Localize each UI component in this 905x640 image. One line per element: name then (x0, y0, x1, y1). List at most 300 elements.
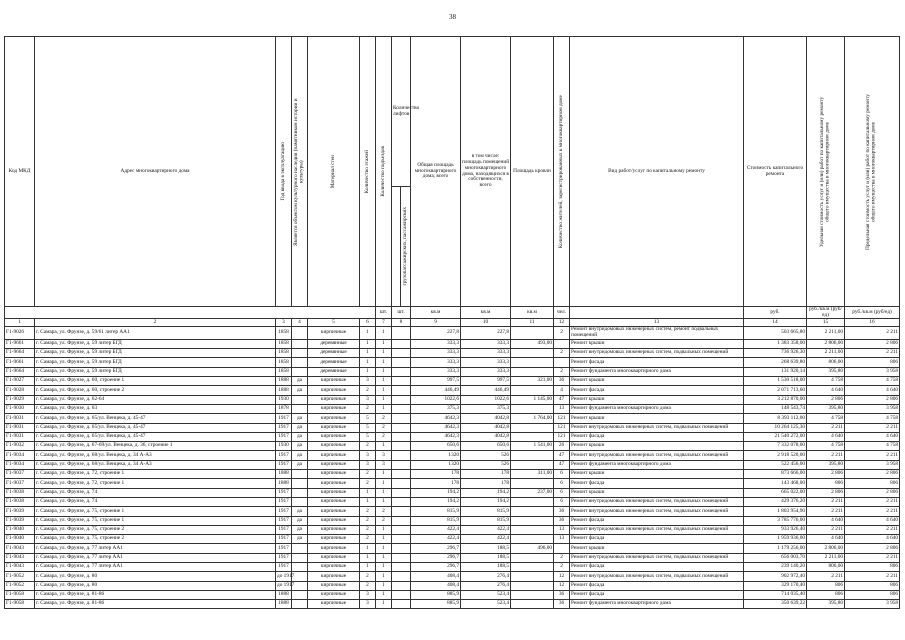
table-row (5, 460, 900, 469)
cell-wall: кирпичные (308, 581, 360, 590)
cell-lift (392, 553, 411, 562)
cell-addr: г. Самара, ул. Фрунзе, д. 67-69/ул. Венцека, д. 36, строение 1 (35, 442, 276, 451)
cell-addr: г. Самара, ул. Фрунзе, д. 59 литер БГД (35, 339, 276, 348)
cell-area: 422,4 (411, 535, 461, 544)
table-row (5, 349, 900, 358)
cell-ent: 3 (376, 460, 392, 469)
cell-unit: 4 758 (807, 414, 845, 423)
cell-cost: 873 666,00 (744, 470, 807, 479)
table-body (5, 327, 900, 609)
cell-ent: 1 (376, 367, 392, 376)
cell-addr: г. Самара, ул. Фрунзе, д. 63 (35, 404, 276, 413)
unit-c12: чел. (554, 307, 570, 319)
cell-unit: 2 211,00 (807, 349, 845, 358)
cell-lift (392, 386, 411, 395)
cell-lim: 2 806 (845, 488, 900, 497)
header-entrances-label: Количество подъездов (379, 146, 386, 197)
cell-lift (392, 395, 411, 404)
cell-code: Г1-9039 (5, 507, 35, 516)
cell-lim: 2 211 (845, 451, 900, 460)
cell-fl: 1 (360, 488, 376, 497)
cell-roof (511, 563, 554, 572)
cell-her: да (292, 442, 308, 451)
cell-cost: 656 003,70 (744, 553, 807, 562)
cell-area: 408,4 (411, 581, 461, 590)
cell-res: 13 (554, 525, 570, 534)
cell-unit: 2 211 (807, 572, 845, 581)
cell-cost: 522 456,00 (744, 460, 807, 469)
column-number: 3 (276, 319, 292, 327)
cell-fl: 3 (360, 395, 376, 404)
cell-her (292, 358, 308, 367)
cell-own: 523,4 (461, 600, 511, 609)
cell-lift (392, 339, 411, 348)
cell-work: Ремонт крыши (570, 339, 744, 348)
cell-lim: 4 758 (845, 377, 900, 386)
cell-lim: 2 211 (845, 553, 900, 562)
cell-cost: 1 959 936,00 (744, 535, 807, 544)
cell-lift (392, 423, 411, 432)
cell-wall: кирпичные (308, 590, 360, 599)
table-row (5, 479, 900, 488)
cell-fl: 2 (360, 581, 376, 590)
cell-res: 13 (554, 404, 570, 413)
cell-own: 375,3 (461, 404, 511, 413)
cell-area: 4642,3 (411, 423, 461, 432)
cell-fl: 1 (360, 367, 376, 376)
column-number: 16 (845, 319, 900, 327)
cell-code: Г1-9058 (5, 600, 35, 609)
cell-addr: г. Самара, ул. Фрунзе, д. 74 (35, 488, 276, 497)
cell-area: 885,9 (411, 600, 461, 609)
cell-year: 1917 (276, 507, 292, 516)
cell-lift (392, 507, 411, 516)
cell-lift (392, 572, 411, 581)
cell-her: да (292, 432, 308, 441)
cell-addr: г. Самара, ул. Фрунзе, д. 65/ул. Венцека, д. 45-47 (35, 432, 276, 441)
cell-cost: 21 540 272,00 (744, 432, 807, 441)
cell-fl: 1 (360, 553, 376, 562)
cell-cost: 1 530 518,00 (744, 377, 807, 386)
cell-lift (392, 414, 411, 423)
cell-addr: г. Самара, ул. Фрунзе, д. 75, строение 2 (35, 525, 276, 534)
cell-unit: 395,80 (807, 600, 845, 609)
cell-work: Ремонт фасада (570, 581, 744, 590)
cell-lim: 2 211 (845, 507, 900, 516)
cell-area: 422,4 (411, 525, 461, 534)
cell-year: 1917 (276, 460, 292, 469)
cell-addr: г. Самара, ул. Фрунзе, д. 68/ул. Венцека, д. 34 А-А3 (35, 451, 276, 460)
page-number: 38 (449, 13, 456, 21)
cell-roof (511, 535, 554, 544)
cell-res: 2 (554, 327, 570, 339)
cell-cost: 2 918 520,00 (744, 451, 807, 460)
cell-lim: 2 211 (845, 423, 900, 432)
cell-res: 36 (554, 590, 570, 599)
table-row (5, 563, 900, 572)
cell-fl: 1 (360, 497, 376, 506)
unit-c16: руб./кв.м (руб/ед) (845, 307, 900, 319)
cell-lim: 2 806 (845, 339, 900, 348)
cell-her (292, 563, 308, 572)
cell-code: Г1-9038 (5, 488, 35, 497)
cell-roof: 493,00 (511, 339, 554, 348)
cell-fl: 5 (360, 414, 376, 423)
cell-wall: кирпичные (308, 479, 360, 488)
cell-cost: 3 212 870,00 (744, 395, 807, 404)
cell-unit: 4 640 (807, 516, 845, 525)
cell-wall: деревянные (308, 349, 360, 358)
cell-fl: 1 (360, 544, 376, 553)
cell-ent: 1 (376, 572, 392, 581)
cell-year: 1917 (276, 544, 292, 553)
cell-ent: 1 (376, 349, 392, 358)
cell-area: 650,6 (411, 442, 461, 451)
cell-roof (511, 423, 554, 432)
header-limit-cost (845, 37, 900, 307)
cell-code: Г1-9661 (5, 339, 35, 348)
column-number: 5 (308, 319, 360, 327)
table-row (5, 600, 900, 609)
cell-fl: 3 (360, 451, 376, 460)
cell-work: Ремонт фундамента многоквартирного дома (570, 367, 744, 376)
cell-unit: 2 211 (807, 507, 845, 516)
cell-res: 12 (554, 581, 570, 590)
cell-area: 194,2 (411, 488, 461, 497)
cell-addr: г. Самара, ул. Фрунзе, д. 60, строение 2 (35, 386, 276, 395)
cell-fl: 1 (360, 327, 376, 339)
table-row (5, 470, 900, 479)
column-number: 1 (5, 319, 35, 327)
cell-year: 1888 (276, 377, 292, 386)
cell-cost: 736 926,30 (744, 349, 807, 358)
cell-lift (392, 377, 411, 386)
cell-code: Г1-9031 (5, 414, 35, 423)
cell-work: Ремонт фасада (570, 479, 744, 488)
cell-own: 276,4 (461, 572, 511, 581)
cell-fl: 2 (360, 507, 376, 516)
cell-her (292, 349, 308, 358)
cell-code: Г1-9038 (5, 497, 35, 506)
cell-work: Ремонт внутридомовых инженерных систем, ремонт подвальных помещений (570, 327, 744, 339)
cell-cost: 665 022,00 (744, 488, 807, 497)
cell-code: Г1-9031 (5, 432, 35, 441)
cell-wall: деревянные (308, 358, 360, 367)
cell-own: 194,2 (461, 488, 511, 497)
cell-area: 885,9 (411, 590, 461, 599)
cell-wall: кирпичные (308, 497, 360, 506)
cell-code: Г1-9031 (5, 423, 35, 432)
table-row (5, 497, 900, 506)
cell-work: Ремонт крыши (570, 395, 744, 404)
cell-year: 1888 (276, 479, 292, 488)
cell-wall: кирпичные (308, 553, 360, 562)
cell-roof (511, 553, 554, 562)
header-year-label: Год ввода в эксплуатацию (279, 142, 286, 201)
cell-addr: г. Самара, ул. Фрунзе, д. 75, строение 1 (35, 516, 276, 525)
cell-ent: 1 (376, 395, 392, 404)
cell-fl: 2 (360, 535, 376, 544)
cell-code: Г1-9661 (5, 358, 35, 367)
header-residents-label: Количество жителей, зарегистрированных в многоквартирном доме (557, 94, 564, 249)
cell-wall: кирпичные (308, 423, 360, 432)
cell-own: 188,5 (461, 544, 511, 553)
cell-unit: 4 640 (807, 386, 845, 395)
cell-lift (392, 451, 411, 460)
cell-addr: г. Самара, ул. Фрунзе, д. 59 литер БГД (35, 367, 276, 376)
cell-addr: г. Самара, ул. Фрунзе, д. 60, строение 1 (35, 377, 276, 386)
cell-wall: кирпичные (308, 404, 360, 413)
cell-own: 422,4 (461, 525, 511, 534)
cell-unit: 2 211,00 (807, 553, 845, 562)
cell-lift (392, 367, 411, 376)
cell-ent: 1 (376, 327, 392, 339)
cell-cost: 131 920,14 (744, 367, 807, 376)
cell-lim: 2 211 (845, 349, 900, 358)
cell-fl: 3 (360, 590, 376, 599)
table-row (5, 377, 900, 386)
cell-roof: 321,00 (511, 377, 554, 386)
cell-code: Г1-9043 (5, 553, 35, 562)
cell-area: 333,3 (411, 367, 461, 376)
cell-addr: г. Самара, ул. Фрунзе, д. 75, строение 2 (35, 535, 276, 544)
cell-own: 178 (461, 479, 511, 488)
cell-year: до 1917 (276, 572, 292, 581)
cell-code: Г1-9034 (5, 460, 35, 469)
cell-lift (392, 460, 411, 469)
cell-work: Ремонт крыши (570, 470, 744, 479)
cell-lift (392, 349, 411, 358)
table-row (5, 386, 900, 395)
header-cost: Стоимость капитального ремонта (744, 37, 807, 307)
cell-own: 178 (461, 470, 511, 479)
cell-her (292, 497, 308, 506)
cell-unit: 2 211 (807, 525, 845, 534)
cell-roof: 496,00 (511, 544, 554, 553)
cell-work: Ремонт внутридомовых инженерных систем, подвальных помещений (570, 423, 744, 432)
cell-lift (392, 497, 411, 506)
cell-wall: кирпичные (308, 507, 360, 516)
cell-work: Ремонт крыши (570, 442, 744, 451)
cell-wall: кирпичные (308, 327, 360, 339)
table-row (5, 339, 900, 348)
cell-unit: 4 640 (807, 535, 845, 544)
cell-her (292, 590, 308, 599)
cell-her (292, 479, 308, 488)
cell-code: Г1-9032 (5, 442, 35, 451)
cell-cost: 329 170,40 (744, 581, 807, 590)
table-row (5, 572, 900, 581)
cell-year: 1917 (276, 525, 292, 534)
cell-lift (392, 563, 411, 572)
cell-roof (511, 572, 554, 581)
cell-her (292, 553, 308, 562)
cell-unit: 4 758 (807, 442, 845, 451)
cell-fl: 5 (360, 423, 376, 432)
unit-c15: руб./кв.м (руб/ед) (807, 307, 845, 319)
cell-ent: 1 (376, 377, 392, 386)
cell-own: 526 (461, 451, 511, 460)
cell-roof: 311,00 (511, 470, 554, 479)
cell-fl: 2 (360, 479, 376, 488)
column-number: 6 (360, 319, 376, 327)
cell-res: 2 (554, 563, 570, 572)
table-row (5, 553, 900, 562)
cell-res: 4 (554, 386, 570, 395)
cell-year: 1930 (276, 442, 292, 451)
cell-cost: 1 383 358,00 (744, 339, 807, 348)
cell-area: 4642,3 (411, 432, 461, 441)
cell-code: Г1-9052 (5, 572, 35, 581)
cell-fl: 3 (360, 460, 376, 469)
cell-area: 446,49 (411, 386, 461, 395)
cell-her (292, 544, 308, 553)
cell-own: 333,3 (461, 339, 511, 348)
cell-ent: 1 (376, 590, 392, 599)
cell-code: Г1-9058 (5, 590, 35, 599)
cell-lift (392, 327, 411, 339)
unit-c14: руб. (744, 307, 807, 319)
cell-res: 47 (554, 395, 570, 404)
cell-wall: кирпичные (308, 451, 360, 460)
cell-res: 6 (554, 470, 570, 479)
cell-wall: кирпичные (308, 386, 360, 395)
cell-her: да (292, 507, 308, 516)
cell-own: 4042,8 (461, 432, 511, 441)
cell-unit: 806 (807, 581, 845, 590)
cell-ent: 1 (376, 525, 392, 534)
cell-lim: 4 640 (845, 432, 900, 441)
cell-year: 1858 (276, 339, 292, 348)
cell-res: 6 (554, 497, 570, 506)
cell-res: 2 (554, 349, 570, 358)
cell-lim: 4 758 (845, 414, 900, 423)
column-number: 12 (554, 319, 570, 327)
header-lifts-blank (392, 187, 401, 307)
cell-res: 121 (554, 432, 570, 441)
header-owned-area: в том числе: площадь помещений многоквартирного дома, находящихся в собственности, всего (461, 37, 511, 307)
table-row (5, 442, 900, 451)
cell-roof (511, 386, 554, 395)
cell-area: 296,7 (411, 544, 461, 553)
cell-roof (511, 581, 554, 590)
column-numbers-row (5, 319, 900, 327)
cell-code: Г1-9037 (5, 479, 35, 488)
cell-wall: кирпичные (308, 563, 360, 572)
cell-lim: 2 806 (845, 544, 900, 553)
cell-unit: 4 758 (807, 377, 845, 386)
cell-ent: 2 (376, 516, 392, 525)
cell-work: Ремонт крыши (570, 377, 744, 386)
cell-res: 121 (554, 414, 570, 423)
header-work-type: Вид работ/услуг по капитальному ремонту (570, 37, 744, 307)
cell-addr: г. Самара, ул. Фрунзе, д. 59/61 литер АА1 (35, 327, 276, 339)
cell-code: Г1-9043 (5, 563, 35, 572)
cell-lim: 4 640 (845, 386, 900, 395)
table-row (5, 395, 900, 404)
cell-addr: г. Самара, ул. Фрунзе, д. 77 литер АА1 (35, 563, 276, 572)
cell-roof (511, 590, 554, 599)
cell-addr: г. Самара, ул. Фрунзе, д. 75, строение 1 (35, 507, 276, 516)
cell-year: 1917 (276, 553, 292, 562)
cell-addr: г. Самара, ул. Фрунзе, д. 65/ул. Венцека, д. 45-47 (35, 414, 276, 423)
cell-unit: 2 806 (807, 395, 845, 404)
cell-own: 188,5 (461, 553, 511, 562)
cell-lim: 2 806 (845, 395, 900, 404)
cell-area: 333,3 (411, 339, 461, 348)
cell-addr: г. Самара, ул. Фрунзе, д. 74 (35, 497, 276, 506)
cell-code: Г1-9664 (5, 349, 35, 358)
table-row (5, 358, 900, 367)
cell-work: Ремонт фасада (570, 563, 744, 572)
cell-work: Ремонт крыши (570, 544, 744, 553)
cell-lift (392, 535, 411, 544)
cell-own: 526 (461, 460, 511, 469)
cell-her (292, 395, 308, 404)
header-roof-area: Площадь кровли (511, 37, 554, 307)
cell-lift (392, 488, 411, 497)
cell-code: Г1-9027 (5, 377, 35, 386)
cell-own: 422,4 (461, 535, 511, 544)
cell-lim: 3 958 (845, 367, 900, 376)
cell-res: 2 (554, 553, 570, 562)
cell-code: Г1-9040 (5, 535, 35, 544)
cell-fl: 2 (360, 516, 376, 525)
header-lifts-passenger (401, 187, 411, 307)
cell-ent: 1 (376, 497, 392, 506)
cell-own: 815,9 (461, 516, 511, 525)
cell-unit: 2 806 (807, 488, 845, 497)
cell-lift (392, 590, 411, 599)
cell-wall: деревянные (308, 367, 360, 376)
column-number: 14 (744, 319, 807, 327)
cell-fl: 3 (360, 600, 376, 609)
cell-area: 815,9 (411, 507, 461, 516)
cell-work: Ремонт фундамента многоквартирного дома (570, 460, 744, 469)
cell-area: 997,5 (411, 377, 461, 386)
cell-ent: 1 (376, 358, 392, 367)
cell-code: Г1-9026 (5, 327, 35, 339)
table-row (5, 451, 900, 460)
cell-year: 1888 (276, 386, 292, 395)
cell-year: 1930 (276, 395, 292, 404)
cell-year: 1917 (276, 451, 292, 460)
cell-cost: 143 468,00 (744, 479, 807, 488)
cell-her: да (292, 377, 308, 386)
cell-lift (392, 470, 411, 479)
cell-roof (511, 600, 554, 609)
cell-fl: 3 (360, 377, 376, 386)
cell-roof (511, 460, 554, 469)
cell-cost: 239 140,20 (744, 563, 807, 572)
column-number: 2 (35, 319, 276, 327)
cell-res: 47 (554, 460, 570, 469)
cell-lim: 2 211 (845, 572, 900, 581)
cell-own: 194,2 (461, 497, 511, 506)
cell-work: Ремонт фасада (570, 535, 744, 544)
cell-lim: 2 806 (845, 470, 900, 479)
cell-year: 1888 (276, 470, 292, 479)
cell-res (554, 339, 570, 348)
cell-roof: 1 145,00 (511, 395, 554, 404)
table-row (5, 404, 900, 413)
header-heritage (292, 37, 308, 307)
cell-area: 1022,6 (411, 395, 461, 404)
header-lifts: Количество лифтов (392, 37, 411, 187)
cell-own: 4042,8 (461, 414, 511, 423)
cell-addr: г. Самара, ул. Фрунзе, д. 81-86 (35, 600, 276, 609)
cell-ent: 1 (376, 386, 392, 395)
